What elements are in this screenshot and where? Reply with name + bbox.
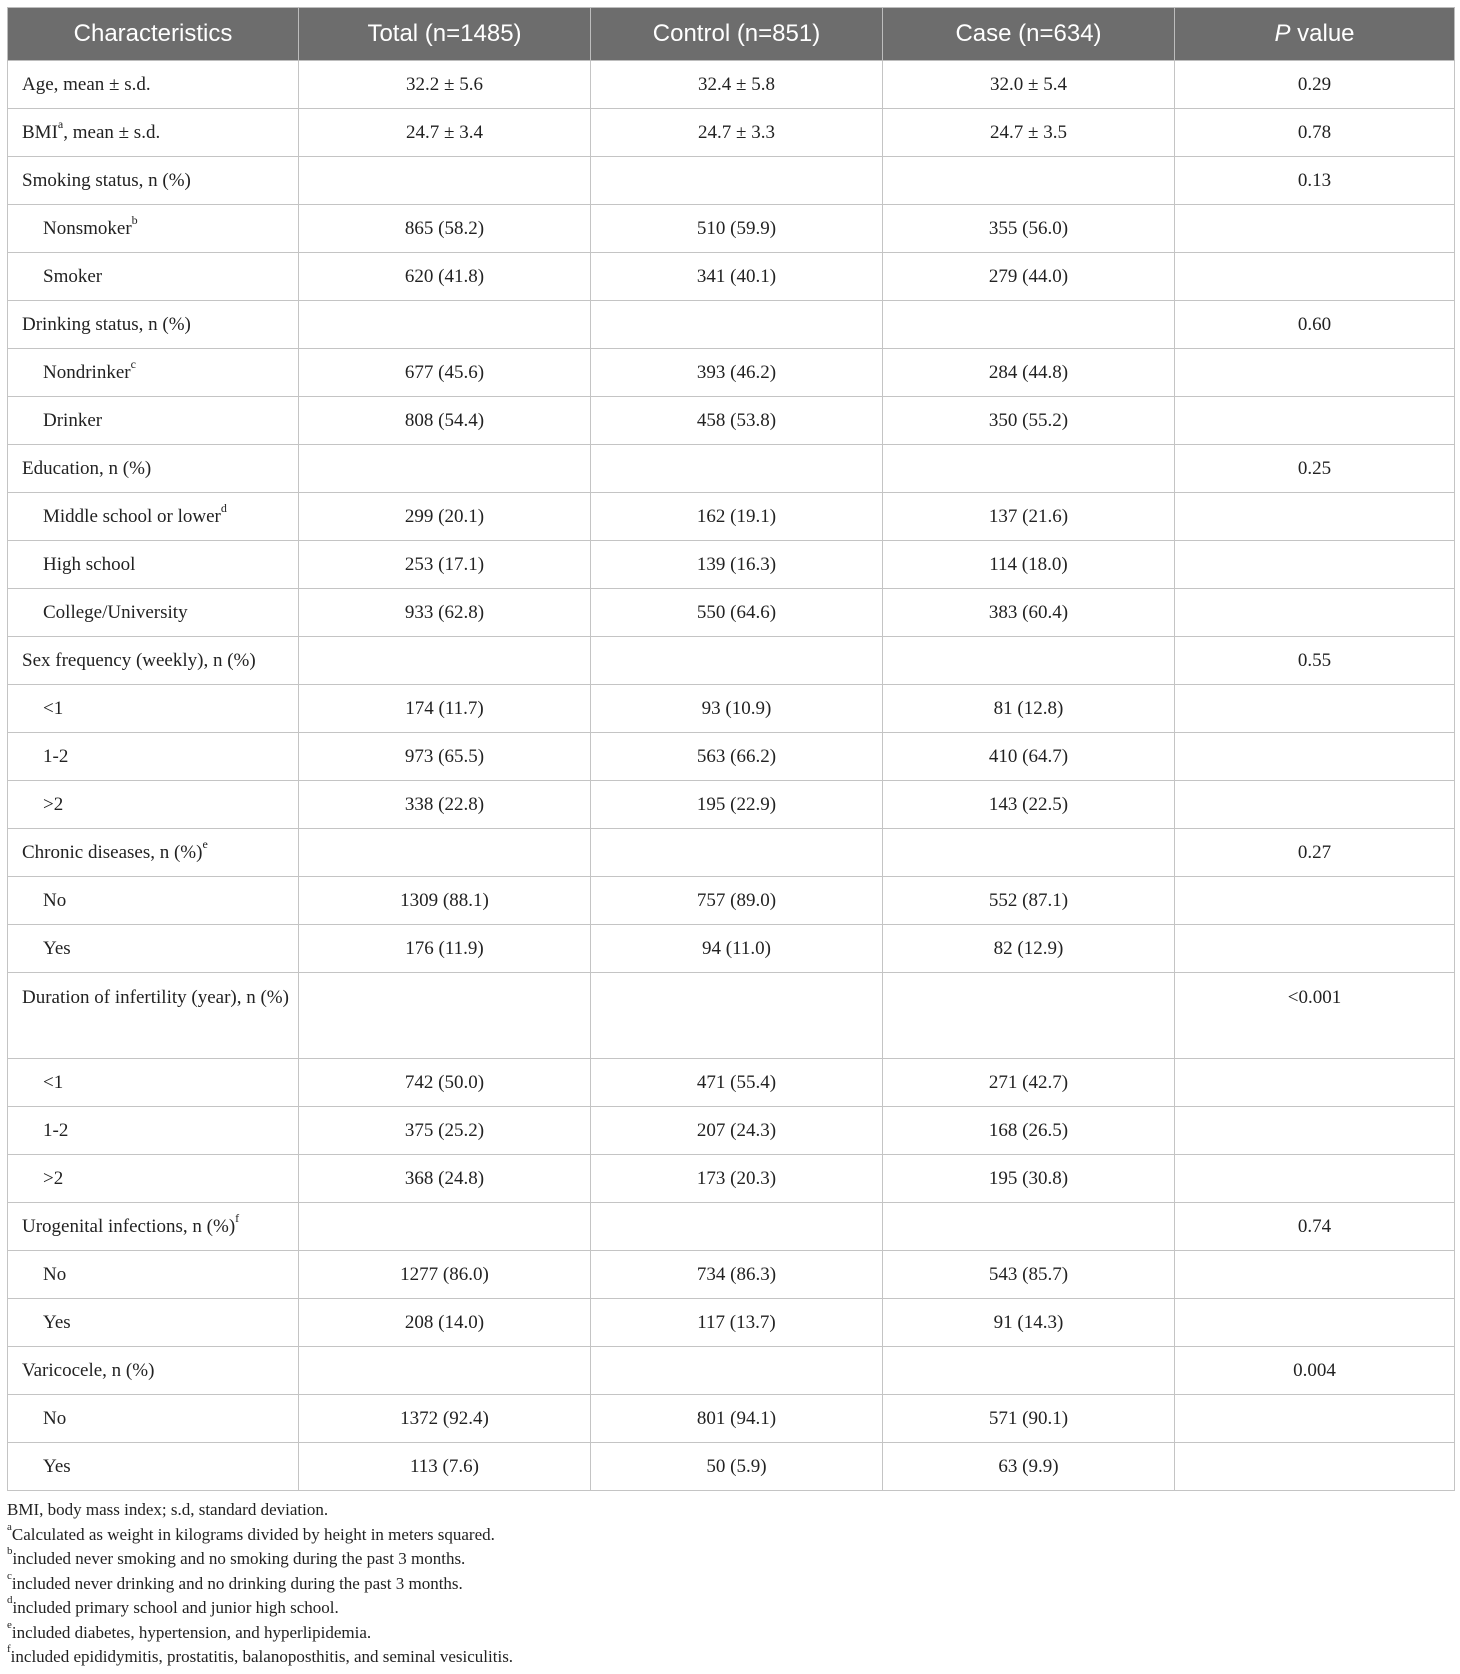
cell-total: 299 (20.1) [299,493,591,541]
cell-p-value [1175,1059,1455,1107]
row-label [8,349,299,397]
cell-case: 32.0 ± 5.4 [883,61,1175,109]
cell-control: 510 (59.9) [591,205,883,253]
row-label [8,301,299,349]
cell-case: 284 (44.8) [883,349,1175,397]
cell-case [883,445,1175,493]
row-label [8,637,299,685]
cell-p-value: 0.13 [1175,157,1455,205]
table-row [8,1155,1455,1203]
cell-control: 94 (11.0) [591,925,883,973]
row-label [8,205,299,253]
footnote-marker: d [220,500,227,515]
table-footnotes [7,1498,513,1670]
label-text: No [43,1408,67,1429]
cell-case: 137 (21.6) [883,493,1175,541]
cell-control: 50 (5.9) [591,1443,883,1491]
cell-total: 375 (25.2) [299,1107,591,1155]
row-label [8,397,299,445]
row-label [8,733,299,781]
cell-p-value [1175,253,1455,301]
table-row [8,253,1455,301]
cell-control: 207 (24.3) [591,1107,883,1155]
label-text: High school [43,554,136,575]
cell-p-value [1175,1395,1455,1443]
row-label [8,781,299,829]
table-row [8,493,1455,541]
cell-control: 550 (64.6) [591,589,883,637]
header-p-rest: value [1290,20,1355,47]
cell-control [591,301,883,349]
cell-case: 355 (56.0) [883,205,1175,253]
footnote-marker: e [202,836,208,851]
cell-case [883,829,1175,877]
cell-p-value: 0.004 [1175,1347,1455,1395]
cell-total: 677 (45.6) [299,349,591,397]
footnote-text: included never drinking and no drinking during the past 3 months. [11,1573,463,1593]
label-text: College/University [43,602,188,623]
cell-total: 1309 (88.1) [299,877,591,925]
cell-case: 91 (14.3) [883,1299,1175,1347]
cell-control: 162 (19.1) [591,493,883,541]
row-label [8,1107,299,1155]
cell-control: 471 (55.4) [591,1059,883,1107]
cell-total: 176 (11.9) [299,925,591,973]
cell-control: 734 (86.3) [591,1251,883,1299]
table-row [8,1251,1455,1299]
cell-p-value [1175,541,1455,589]
row-label [8,1059,299,1107]
cell-control [591,157,883,205]
label-text: No [43,890,67,911]
label-text: Yes [43,938,71,959]
row-label [8,1395,299,1443]
table-row [8,637,1455,685]
cell-control: 173 (20.3) [591,1155,883,1203]
cell-total: 1372 (92.4) [299,1395,591,1443]
cell-control: 139 (16.3) [591,541,883,589]
cell-control: 341 (40.1) [591,253,883,301]
table-row [8,589,1455,637]
cell-control [591,445,883,493]
cell-case: 543 (85.7) [883,1251,1175,1299]
row-label [8,253,299,301]
cell-p-value [1175,1107,1455,1155]
row-label [8,829,299,877]
cell-p-value: 0.25 [1175,445,1455,493]
cell-p-value [1175,349,1455,397]
cell-p-value [1175,925,1455,973]
cell-total: 338 (22.8) [299,781,591,829]
cell-total [299,445,591,493]
footnote-a [7,1520,513,1548]
label-text: >2 [43,1168,64,1189]
row-label [8,589,299,637]
table-row [8,541,1455,589]
footnote-marker: f [235,1210,240,1225]
row-label [8,685,299,733]
cell-p-value: 0.27 [1175,829,1455,877]
cell-p-value [1175,685,1455,733]
label-text: Duration of infertility (year), n (%) [22,987,289,1008]
cell-control [591,973,883,1059]
cell-p-value [1175,1251,1455,1299]
cell-total: 865 (58.2) [299,205,591,253]
cell-control: 93 (10.9) [591,685,883,733]
cell-case: 24.7 ± 3.5 [883,109,1175,157]
footnote-text: included primary school and junior high school. [12,1598,339,1617]
label-text: <1 [43,698,64,719]
row-label [8,61,299,109]
cell-case: 571 (90.1) [883,1395,1175,1443]
cell-control: 117 (13.7) [591,1299,883,1347]
footnote-b [7,1547,513,1572]
label-text: Education, n (%) [22,458,152,479]
cell-case: 383 (60.4) [883,589,1175,637]
cell-control [591,829,883,877]
label-text: Drinking status, n (%) [22,314,191,335]
cell-total: 24.7 ± 3.4 [299,109,591,157]
footnote-marker: a [7,1520,12,1533]
cell-total [299,1347,591,1395]
table-row [8,1203,1455,1251]
cell-case [883,637,1175,685]
table-row [8,781,1455,829]
cell-p-value: 0.29 [1175,61,1455,109]
row-label [8,877,299,925]
table-row [8,61,1455,109]
cell-control [591,1203,883,1251]
cell-p-value [1175,397,1455,445]
label-text: Smoker [43,266,103,287]
cell-total [299,637,591,685]
label-text: Middle school or lower [43,506,221,527]
cell-p-value: <0.001 [1175,973,1455,1059]
cell-case [883,157,1175,205]
header-total: Total (n=1485) [299,8,591,61]
cell-case: 168 (26.5) [883,1107,1175,1155]
cell-case [883,1203,1175,1251]
cell-control: 32.4 ± 5.8 [591,61,883,109]
row-label [8,1203,299,1251]
row-label [8,157,299,205]
footnote-marker: b [7,1545,13,1558]
label-text: Smoking status, n (%) [22,170,191,191]
cell-p-value [1175,733,1455,781]
label-text: Nondrinker [43,362,131,383]
footnote-c [7,1569,513,1597]
footnote-marker: b [131,212,138,227]
footnote-e [7,1618,513,1646]
characteristics-table [7,7,1455,1491]
table-row [8,157,1455,205]
header-control: Control (n=851) [591,8,883,61]
table-row [8,685,1455,733]
cell-p-value [1175,1299,1455,1347]
cell-case: 350 (55.2) [883,397,1175,445]
cell-case [883,973,1175,1059]
cell-control: 195 (22.9) [591,781,883,829]
table-row [8,397,1455,445]
cell-total: 32.2 ± 5.6 [299,61,591,109]
cell-p-value: 0.60 [1175,301,1455,349]
header-case: Case (n=634) [883,8,1175,61]
footnote-marker: f [7,1643,11,1656]
cell-control: 393 (46.2) [591,349,883,397]
cell-case: 63 (9.9) [883,1443,1175,1491]
cell-case: 114 (18.0) [883,541,1175,589]
table-row [8,1443,1455,1491]
table-row [8,301,1455,349]
label-text: No [43,1264,67,1285]
label-text: Yes [43,1312,71,1333]
cell-total [299,157,591,205]
label-text: 1-2 [43,746,69,767]
cell-control: 757 (89.0) [591,877,883,925]
cell-total [299,973,591,1059]
cell-p-value [1175,493,1455,541]
cell-total: 933 (62.8) [299,589,591,637]
cell-total: 973 (65.5) [299,733,591,781]
table-row [8,1059,1455,1107]
table-row [8,1347,1455,1395]
row-label [8,1251,299,1299]
cell-p-value: 0.78 [1175,109,1455,157]
label-text: Urogenital infections, n (%) [22,1216,236,1237]
cell-total: 113 (7.6) [299,1443,591,1491]
label-text: >2 [43,794,64,815]
row-label [8,1299,299,1347]
cell-total: 368 (24.8) [299,1155,591,1203]
footnote-marker: c [7,1569,12,1582]
cell-case: 82 (12.9) [883,925,1175,973]
cell-control [591,637,883,685]
cell-case: 552 (87.1) [883,877,1175,925]
cell-p-value [1175,781,1455,829]
table-row [8,445,1455,493]
cell-control: 458 (53.8) [591,397,883,445]
cell-case: 271 (42.7) [883,1059,1175,1107]
label-text: Yes [43,1456,71,1477]
cell-control: 563 (66.2) [591,733,883,781]
label-text: Varicocele, n (%) [22,1360,155,1381]
cell-control: 24.7 ± 3.3 [591,109,883,157]
table-row [8,349,1455,397]
row-label [8,541,299,589]
footnote-marker: a [57,116,64,131]
cell-case [883,1347,1175,1395]
cell-total: 808 (54.4) [299,397,591,445]
cell-total [299,1203,591,1251]
row-label [8,973,299,1059]
footnote-text: included epididymitis, prostatitis, balanoposthitis, and seminal vesiculitis. [10,1647,514,1666]
cell-case: 81 (12.8) [883,685,1175,733]
cell-p-value [1175,1155,1455,1203]
cell-p-value: 0.74 [1175,1203,1455,1251]
cell-total: 208 (14.0) [299,1299,591,1347]
row-label [8,1347,299,1395]
label-text: <1 [43,1072,64,1093]
cell-p-value [1175,205,1455,253]
table-row [8,733,1455,781]
cell-case: 143 (22.5) [883,781,1175,829]
table-row [8,877,1455,925]
cell-case: 195 (30.8) [883,1155,1175,1203]
footnote-text: included diabetes, hypertension, and hyperlipidemia. [11,1622,372,1642]
header-p-value [1175,8,1455,61]
header-characteristics: Characteristics [8,8,299,61]
row-label [8,925,299,973]
cell-total: 620 (41.8) [299,253,591,301]
table-row [8,829,1455,877]
footnote-text: Calculated as weight in kilograms divided by height in meters squared. [11,1524,495,1544]
row-label [8,445,299,493]
label-text: Nonsmoker [43,218,132,239]
row-label [8,1155,299,1203]
footnote-abbreviations: BMI, body mass index; s.d, standard deviation. [7,1500,329,1519]
header-p-italic: P [1274,20,1291,47]
cell-total [299,301,591,349]
cell-p-value: 0.55 [1175,637,1455,685]
label-text: BMI [22,122,58,143]
cell-total [299,829,591,877]
table-row [8,109,1455,157]
footnote-marker: d [7,1594,13,1607]
table-row [8,205,1455,253]
label-text: Drinker [43,410,103,431]
cell-p-value [1175,877,1455,925]
label-text: Age, mean ± s.d. [22,74,151,95]
row-label [8,109,299,157]
table-row [8,1107,1455,1155]
footnote-marker: e [7,1618,12,1631]
cell-total: 174 (11.7) [299,685,591,733]
label-text: 1-2 [43,1120,69,1141]
cell-case: 279 (44.0) [883,253,1175,301]
label-text: Sex frequency (weekly), n (%) [22,650,256,671]
label-text: Chronic diseases, n (%) [22,842,203,863]
label-suffix: , mean ± s.d. [63,122,161,143]
cell-total: 742 (50.0) [299,1059,591,1107]
cell-case: 410 (64.7) [883,733,1175,781]
cell-control [591,1347,883,1395]
row-label [8,493,299,541]
row-label [8,1443,299,1491]
cell-total: 1277 (86.0) [299,1251,591,1299]
footnote-text: included never smoking and no smoking during the past 3 months. [12,1549,466,1568]
cell-p-value [1175,1443,1455,1491]
table-row [8,1299,1455,1347]
cell-control: 801 (94.1) [591,1395,883,1443]
table-row [8,1395,1455,1443]
footnote-d [7,1596,513,1621]
footnote-f [7,1645,513,1670]
cell-total: 253 (17.1) [299,541,591,589]
cell-p-value [1175,589,1455,637]
cell-case [883,301,1175,349]
table-row [8,925,1455,973]
table-row [8,973,1455,1059]
footnote-marker: c [130,356,136,371]
table-header-row [8,8,1455,61]
